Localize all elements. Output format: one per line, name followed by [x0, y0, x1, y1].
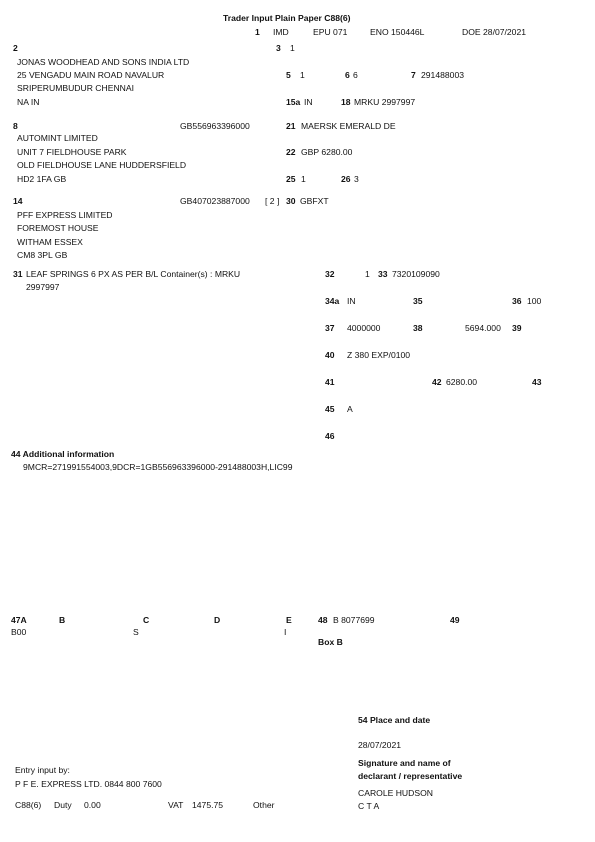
box45-number: 45 — [325, 404, 335, 414]
box39-number: 39 — [512, 323, 522, 333]
doe-field: DOE 28/07/2021 — [462, 27, 527, 37]
box32-number: 32 — [325, 269, 335, 279]
footer-duty-label: Duty — [54, 800, 72, 810]
box8-line: HD2 1FA GB — [17, 174, 67, 184]
box8-number: 8 — [13, 121, 18, 131]
box47d-label: D — [214, 615, 221, 625]
box32-value: 1 — [365, 269, 370, 279]
box18-number: 18 — [341, 97, 351, 107]
box8-line: UNIT 7 FIELDHOUSE PARK — [17, 147, 127, 157]
box14-eori: GB407023887000 — [180, 196, 250, 206]
box22-number: 22 — [286, 147, 296, 157]
imd-label: IMD — [273, 27, 289, 37]
box3-number: 3 — [276, 43, 281, 53]
box8-eori: GB556963396000 — [180, 121, 250, 131]
box42-value: 6280.00 — [446, 377, 478, 387]
box47c-value: S — [133, 627, 139, 637]
box37-value: 4000000 — [347, 323, 381, 333]
box21-number: 21 — [286, 121, 296, 131]
box3-value: 1 — [290, 43, 295, 53]
box45-value: A — [347, 404, 353, 414]
box47a-value: B00 — [11, 627, 27, 637]
box44-label: 44 Additional information — [11, 449, 115, 459]
box49-number: 49 — [450, 615, 460, 625]
declarant-role: C T A — [358, 801, 380, 811]
box14-representation: [ 2 ] — [265, 196, 280, 206]
box31-description: LEAF SPRINGS 6 PX AS PER B/L Container(s) : MRKU — [26, 269, 241, 279]
box2-line: SRIPERUMBUDUR CHENNAI — [17, 83, 134, 93]
box15a-number: 15a — [286, 97, 301, 107]
footer-vat-value: 1475.75 — [192, 800, 224, 810]
box14-line: PFF EXPRESS LIMITED — [17, 210, 113, 220]
box30-number: 30 — [286, 196, 296, 206]
box-b-label: Box B — [318, 637, 343, 647]
box25-number: 25 — [286, 174, 296, 184]
box54-label: 54 Place and date — [358, 715, 431, 725]
box43-number: 43 — [532, 377, 542, 387]
box54-date: 28/07/2021 — [358, 740, 402, 750]
box48-number: 48 — [318, 615, 328, 625]
declarant-name: CAROLE HUDSON — [358, 788, 433, 798]
box14-line: CM8 3PL GB — [17, 250, 68, 260]
entry-input-value: P F E. EXPRESS LTD. 0844 800 7600 — [15, 779, 162, 789]
box47b-label: B — [59, 615, 66, 625]
box14-number: 14 — [13, 196, 23, 206]
box2-number: 2 — [13, 43, 18, 53]
footer-other-label: Other — [253, 800, 275, 810]
box41-number: 41 — [325, 377, 335, 387]
box14-line: FOREMOST HOUSE — [17, 223, 99, 233]
box47e-value: I — [284, 627, 287, 637]
footer-c88: C88(6) — [15, 800, 42, 810]
box31-number: 31 — [13, 269, 23, 279]
box25-value: 1 — [301, 174, 306, 184]
box5-value: 1 — [300, 70, 305, 80]
box6-value: 6 — [353, 70, 358, 80]
box33-value: 7320109090 — [392, 269, 440, 279]
box31-container: 2997997 — [26, 282, 60, 292]
box8-line: AUTOMINT LIMITED — [17, 133, 98, 143]
box40-number: 40 — [325, 350, 335, 360]
box1-value: 1 — [255, 27, 260, 37]
box47c-label: C — [143, 615, 150, 625]
eno-field: ENO 150446L — [370, 27, 425, 37]
box2-line: 25 VENGADU MAIN ROAD NAVALUR — [17, 70, 165, 80]
box36-value: 100 — [527, 296, 542, 306]
box8-line: OLD FIELDHOUSE LANE HUDDERSFIELD — [17, 160, 187, 170]
box35-number: 35 — [413, 296, 423, 306]
box2-line: NA IN — [17, 97, 40, 107]
box42-number: 42 — [432, 377, 442, 387]
epu-field: EPU 071 — [313, 27, 348, 37]
box34a-number: 34a — [325, 296, 340, 306]
box34a-value: IN — [347, 296, 356, 306]
box7-value: 291488003 — [421, 70, 465, 80]
box40-value: Z 380 EXP/0100 — [347, 350, 411, 360]
box46-number: 46 — [325, 431, 335, 441]
box26-number: 26 — [341, 174, 351, 184]
box7-number: 7 — [411, 70, 416, 80]
box44-value: 9MCR=271991554003,9DCR=1GB556963396000-291488003H,LIC99 — [23, 462, 293, 472]
box30-value: GBFXT — [300, 196, 329, 206]
footer-vat-label: VAT — [168, 800, 184, 810]
box26-value: 3 — [354, 174, 359, 184]
box21-value: MAERSK EMERALD DE — [301, 121, 396, 131]
box5-number: 5 — [286, 70, 291, 80]
box54-declarant-label: declarant / representative — [358, 771, 463, 781]
box48-value: B 8077699 — [333, 615, 375, 625]
box33-number: 33 — [378, 269, 388, 279]
box38-value: 5694.000 — [465, 323, 501, 333]
box14-line: WITHAM ESSEX — [17, 237, 83, 247]
box36-number: 36 — [512, 296, 522, 306]
box15a-value: IN — [304, 97, 313, 107]
box47e-label: E — [286, 615, 292, 625]
box54-signature-label: Signature and name of — [358, 758, 451, 768]
box6-number: 6 — [345, 70, 350, 80]
box38-number: 38 — [413, 323, 423, 333]
box22-value: GBP 6280.00 — [301, 147, 353, 157]
box2-line: JONAS WOODHEAD AND SONS INDIA LTD — [17, 57, 190, 67]
box18-value: MRKU 2997997 — [354, 97, 416, 107]
box47a-label: 47A — [11, 615, 27, 625]
entry-input-label: Entry input by: — [15, 765, 70, 775]
box37-number: 37 — [325, 323, 335, 333]
document-title: Trader Input Plain Paper C88(6) — [223, 13, 351, 23]
footer-duty-value: 0.00 — [84, 800, 101, 810]
